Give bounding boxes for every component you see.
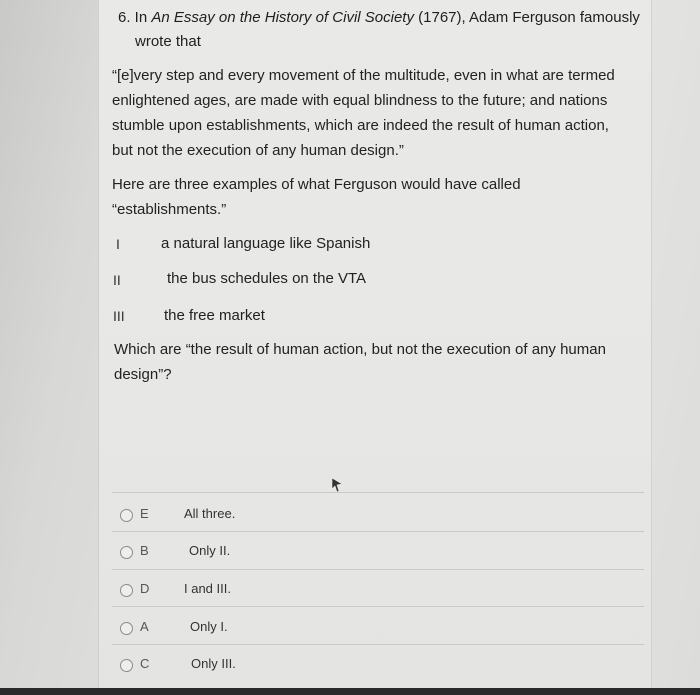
option-letter: A: [140, 619, 149, 634]
answer-divider: [112, 492, 644, 493]
question-prompt-line: design”?: [114, 366, 172, 383]
question-title-line2: wrote that: [135, 33, 201, 50]
example-number: II: [113, 272, 121, 288]
radio-button-icon[interactable]: [120, 584, 133, 597]
radio-button-icon[interactable]: [120, 659, 133, 672]
option-letter: C: [140, 656, 150, 671]
option-text: I and III.: [184, 581, 231, 596]
screen-bottom-edge: [0, 688, 700, 695]
answer-option-e[interactable]: [120, 505, 640, 529]
essay-title: An Essay on the History of Civil Society: [151, 9, 414, 26]
radio-button-icon[interactable]: [120, 622, 133, 635]
question-title-prefix: 6. In: [118, 9, 152, 26]
radio-button-icon[interactable]: [120, 509, 133, 522]
question-title-suffix: (1767), Adam Ferguson famously: [413, 9, 640, 26]
option-letter: B: [140, 543, 149, 558]
examples-intro-line: “establishments.”: [112, 201, 227, 218]
option-text: Only II.: [189, 543, 231, 558]
answer-option-c[interactable]: [120, 655, 640, 679]
option-divider: [112, 531, 644, 532]
option-divider: [112, 606, 644, 607]
example-text: the free market: [164, 307, 265, 324]
question-prompt: [114, 337, 644, 387]
quote-line: “[e]very step and every movement of the multitude, even in what are termed: [112, 67, 615, 84]
option-text: All three.: [184, 506, 236, 521]
answer-option-b[interactable]: [120, 542, 640, 566]
example-text: a natural language like Spanish: [161, 235, 371, 252]
quote-line: enlightened ages, are made with equal blindness to the future; and nations: [112, 92, 608, 109]
option-letter: D: [140, 581, 150, 596]
answer-option-a[interactable]: [120, 618, 640, 642]
option-letter: E: [140, 506, 149, 521]
option-text: Only I.: [190, 619, 228, 634]
answer-option-d[interactable]: [120, 580, 640, 604]
ferguson-quote: [112, 63, 647, 163]
option-divider: [112, 569, 644, 570]
quote-line: stumble upon establishments, which are indeed the result of human action,: [112, 117, 609, 134]
option-divider: [112, 644, 644, 645]
example-text: the bus schedules on the VTA: [167, 270, 367, 287]
examples-intro: [112, 172, 632, 222]
example-number: I: [116, 236, 120, 252]
examples-intro-line: Here are three examples of what Ferguson would have called: [112, 176, 521, 193]
option-text: Only III.: [191, 656, 236, 671]
example-number: III: [113, 308, 125, 324]
question-title: [118, 6, 648, 54]
radio-button-icon[interactable]: [120, 546, 133, 559]
quote-line: but not the execution of any human design.”: [112, 142, 404, 159]
question-prompt-line: Which are “the result of human action, but not the execution of any human: [114, 341, 606, 358]
